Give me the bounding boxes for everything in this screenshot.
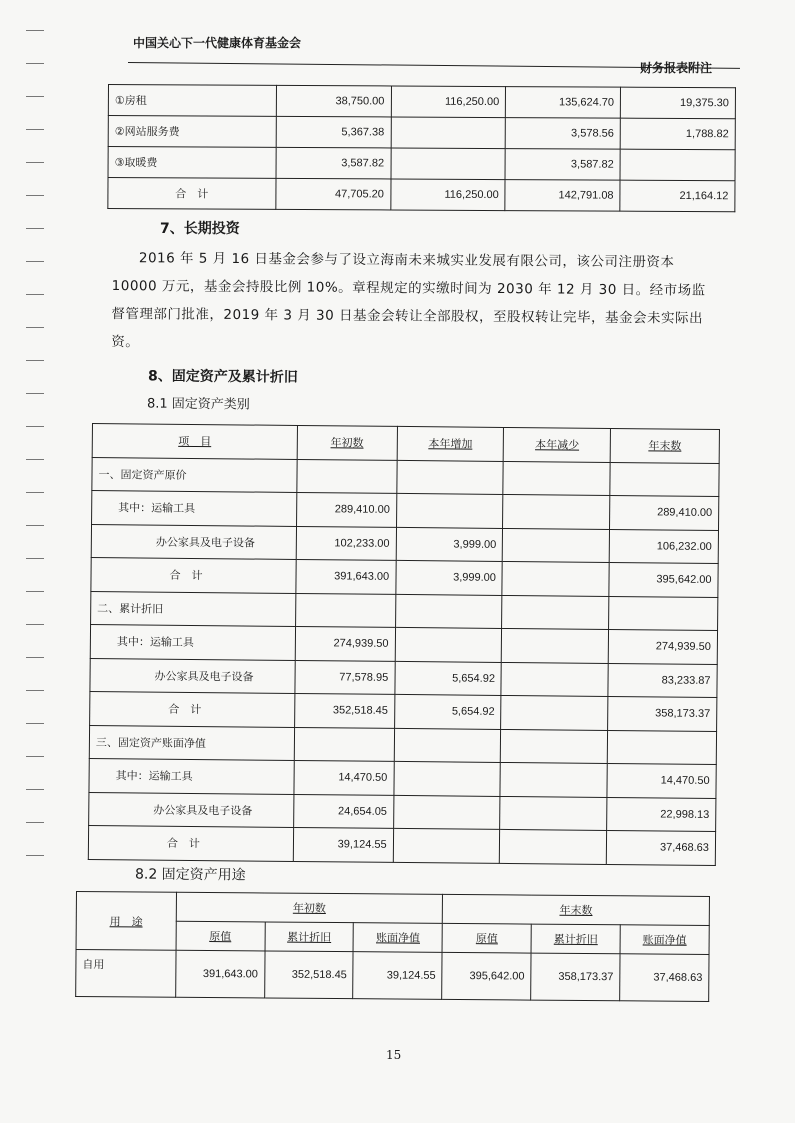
col-header-usage: 用 途 [109,914,143,929]
col-header-decrease: 本年减少 [535,438,580,452]
cell-value: 37,468.63 [620,954,709,1002]
col-header-original: 原值 [209,930,232,944]
row-label: ①房租 [108,85,276,117]
row-label: 其中：运输工具 [89,758,294,793]
section8-2-title: 8.2 固定资产用途 [134,866,246,884]
row-label: 办公家具及电子设备 [90,658,295,693]
binding-tick [26,690,44,691]
cell-value [500,829,607,864]
row-label: 合 计 [108,178,276,210]
cell-value: 391,643.00 [175,950,264,998]
binding-tick [26,294,44,295]
cell-value: 289,410.00 [610,495,719,530]
cell-value: 14,470.50 [294,760,394,794]
header-organization: 中国关心下一代健康体育基金会 [133,36,302,50]
cell-value [395,627,502,662]
binding-tick [26,261,44,262]
cell-value [501,695,608,730]
cell-value [502,561,609,596]
cell-value [393,828,500,863]
cell-value [502,628,609,663]
cell-value [503,461,610,496]
row-label: ③取暖费 [108,147,276,179]
cell-value [396,493,503,528]
cell-value: 39,124.55 [293,827,393,861]
cell-value [394,761,501,796]
cell-value: 5,367.38 [276,116,391,148]
binding-tick [26,591,44,592]
cell-value [295,593,395,627]
col-header-item: 项 目 [178,435,212,449]
cell-value: 116,250.00 [390,179,505,211]
cell-value [607,730,716,765]
cell-value: 391,643.00 [296,559,396,593]
row-label: 办公家具及电子设备 [89,792,294,827]
binding-tick [26,657,44,658]
binding-tick [26,360,44,361]
binding-tick [26,195,44,196]
cell-value: 3,587.82 [505,149,620,181]
binding-tick [26,492,44,493]
binding-tick [26,855,44,856]
cell-value [503,494,610,529]
table-row [108,147,735,181]
row-label: 办公家具及电子设备 [91,524,296,559]
col-header-end: 年末数 [648,439,682,453]
cell-value: 19,375.30 [620,87,735,119]
cell-value: 83,233.87 [608,663,717,698]
cell-value: 395,642.00 [442,952,531,1000]
row-label: 其中：运输工具 [90,624,295,659]
prepaid-expenses-table [107,84,736,212]
row-label: 自用 [76,950,176,998]
table-row [108,116,735,150]
cell-value: 352,518.45 [294,693,394,727]
binding-tick [26,789,44,790]
table-row [88,825,715,865]
cell-value: 14,470.50 [607,763,716,798]
cell-value [294,727,394,761]
cell-value [395,594,502,629]
cell-value [394,728,501,763]
cell-value [500,762,607,797]
section7-paragraph: 2016 年 5 月 16 日基金会参与了设立海南未来城实业发展有限公司，该公司注册资本 10000 万元，基金会持股比例 10%。章程规定的实缴时间为 2030 年 12 月 30 日。经市场监督管理部门批准，2019 年 3 月 30 日基金会转让全部股权，至股权转让完毕，基金会未实际出资。 [111,250,706,351]
table-header-row [76,892,709,926]
row-label: 合 计 [88,825,293,860]
cell-value: 47,705.20 [276,178,391,210]
binding-tick [26,822,44,823]
cell-value: 358,173.37 [531,953,620,1001]
cell-value: 39,124.55 [353,952,442,1000]
header-section: 财务报表附注 [640,61,713,75]
fixed-assets-category-table [88,423,720,866]
row-label: 其中：运输工具 [92,491,297,526]
section8-1-title: 8.1 固定资产类别 [146,396,250,413]
cell-value: 21,164.12 [620,180,735,212]
cell-value: 289,410.00 [296,492,396,526]
binding-margin-marks [26,30,48,890]
table-row [108,178,735,212]
binding-tick [26,96,44,97]
binding-tick [26,129,44,130]
binding-tick [26,723,44,724]
col-header-begin: 年初数 [330,436,364,450]
binding-tick [26,525,44,526]
binding-tick [26,393,44,394]
row-label: 合 计 [91,557,296,592]
cell-value [501,729,608,764]
col-header-original-end: 原值 [475,932,498,946]
col-header-net-end: 账面净值 [642,933,687,947]
cell-value: 142,791.08 [505,180,620,212]
col-group-begin: 年初数 [292,901,326,915]
table-row [108,85,735,119]
binding-tick [26,459,44,460]
cell-value [502,595,609,630]
fixed-assets-usage-table [75,891,710,1002]
col-group-end: 年末数 [559,903,593,918]
cell-value: 358,173.37 [608,696,717,731]
section8-title: 8、固定资产及累计折旧 [147,368,298,386]
cell-value: 5,654.92 [394,694,501,729]
cell-value: 38,750.00 [276,85,391,117]
cell-value: 274,939.50 [608,629,717,664]
cell-value [397,460,504,495]
cell-value [393,795,500,830]
row-label: 合 计 [90,691,295,726]
cell-value: 274,939.50 [295,626,395,660]
cell-value [503,528,610,563]
cell-value: 5,654.92 [395,661,502,696]
page-number: 15 [386,1048,402,1062]
cell-value [391,148,506,180]
cell-value [609,596,718,631]
cell-value: 135,624.70 [506,87,621,119]
cell-value: 102,233.00 [296,526,396,560]
section7-title: 7、长期投资 [160,221,240,237]
binding-tick [26,162,44,163]
binding-tick [26,327,44,328]
binding-tick [26,30,44,31]
col-header-depreciation-end: 累计折旧 [553,932,598,947]
row-label: 二、累计折旧 [91,591,296,626]
cell-value: 24,654.05 [293,794,393,828]
cell-value [500,796,607,831]
binding-tick [26,228,44,229]
binding-tick [26,63,44,64]
binding-tick [26,756,44,757]
cell-value: 22,998.13 [607,797,716,832]
col-header-increase: 本年增加 [428,437,473,451]
cell-value: 3,587.82 [276,147,391,179]
cell-value: 77,578.95 [295,660,395,694]
cell-value: 3,578.56 [505,118,620,150]
cell-value: 3,999.00 [396,527,503,562]
cell-value: 3,999.00 [396,560,503,595]
cell-value [610,462,719,497]
cell-value: 37,468.63 [606,830,715,865]
row-label: 一、固定资产原价 [92,457,297,492]
cell-value: 352,518.45 [264,951,353,999]
cell-value: 106,232.00 [609,529,718,564]
binding-tick [26,426,44,427]
table-row [76,950,709,1002]
cell-value [391,117,506,149]
row-label: ②网站服务费 [108,116,276,148]
binding-tick [26,624,44,625]
cell-value: 116,250.00 [391,86,506,118]
cell-value [501,662,608,697]
cell-value [297,459,397,493]
cell-value: 395,642.00 [609,562,718,597]
row-label: 三、固定资产账面净值 [89,725,294,760]
col-header-depreciation: 累计折旧 [287,930,332,945]
cell-value [620,149,735,181]
binding-tick [26,558,44,559]
col-header-net: 账面净值 [375,931,421,945]
cell-value: 1,788.82 [620,118,735,150]
